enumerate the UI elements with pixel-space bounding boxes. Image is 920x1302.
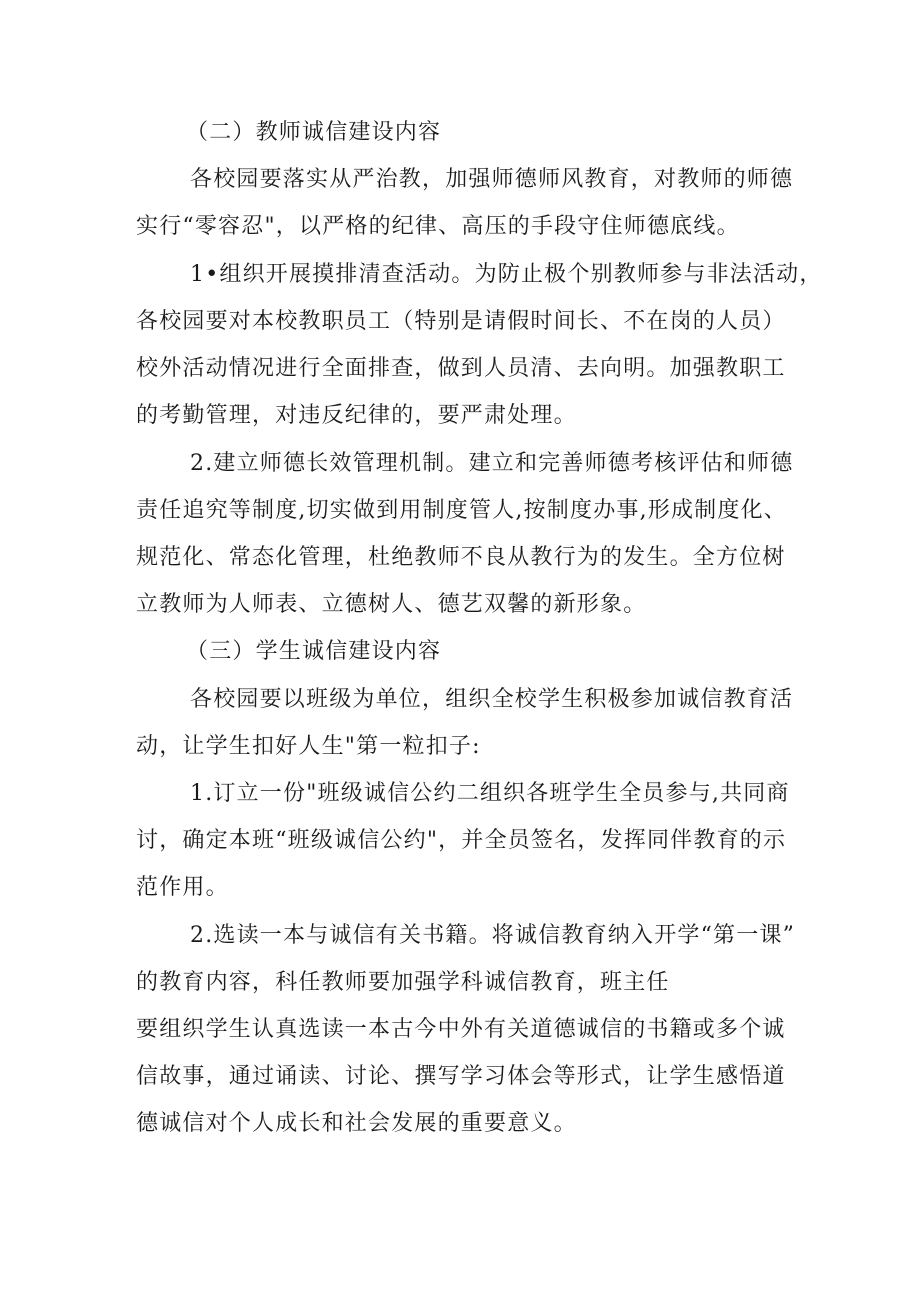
paragraph-line: 的教育内容，科任教师要加强学科诚信教育，班主任 bbox=[136, 970, 670, 995]
paragraph-line: 信故事，通过诵读、讨论、撰写学习体会等形式，让学生感悟道 bbox=[136, 1064, 786, 1089]
paragraph-line: 1.订立一份"班级诚信公约二组织各班学生全员参与,共同商 bbox=[190, 781, 790, 806]
section-heading-teacher: （二）教师诚信建设内容 bbox=[186, 120, 442, 145]
paragraph-line: 立教师为人师表、立德树人、德艺双馨的新形象。 bbox=[136, 592, 647, 617]
paragraph-line: 动，让学生扣好人生"第一粒扣子: bbox=[136, 734, 481, 759]
paragraph-line: 各校园要对本校教职员工（特别是请假时间长、不在岗的人员） bbox=[136, 309, 786, 334]
paragraph-line: 1•组织开展摸排清查活动。为防止极个别教师参与非法活动， bbox=[190, 262, 823, 287]
paragraph-line: 2.选读一本与诚信有关书籍。将诚信教育纳入开学“第一课” bbox=[190, 923, 796, 948]
paragraph-line: 校外活动情况进行全面排查，做到人员清、去向明。加强教职工 bbox=[136, 356, 786, 381]
paragraph-line: 实行“零容忍"，以严格的纪律、高压的手段守住师德底线。 bbox=[136, 214, 740, 239]
paragraph-line: 的考勤管理，对违反纪律的，要严肃处理。 bbox=[136, 403, 577, 428]
paragraph-line: 各校园要以班级为单位，组织全校学生积极参加诚信教育活 bbox=[190, 687, 794, 712]
paragraph-line: 讨，确定本班“班级诚信公约"，并全员签名，发挥同伴教育的示 bbox=[136, 828, 787, 853]
paragraph-line: 责任追究等制度,切实做到用制度管人,按制度办事,形成制度化、 bbox=[136, 498, 787, 523]
paragraph-line: 2.建立师德长效管理机制。建立和完善师德考核评估和师德 bbox=[190, 451, 794, 476]
paragraph-line: 德诚信对个人成长和社会发展的重要意义。 bbox=[136, 1111, 577, 1136]
section-heading-student: （三）学生诚信建设内容 bbox=[186, 639, 442, 664]
paragraph-line: 范作用。 bbox=[136, 875, 229, 900]
paragraph-line: 各校园要落实从严治教，加强师德师风教育，对教师的师德 bbox=[190, 167, 794, 192]
paragraph-line: 要组织学生认真选读一本古今中外有关道德诚信的书籍或多个诚 bbox=[136, 1017, 786, 1042]
paragraph-line: 规范化、常态化管理，杜绝教师不良从教行为的发生。全方位树 bbox=[136, 545, 786, 570]
